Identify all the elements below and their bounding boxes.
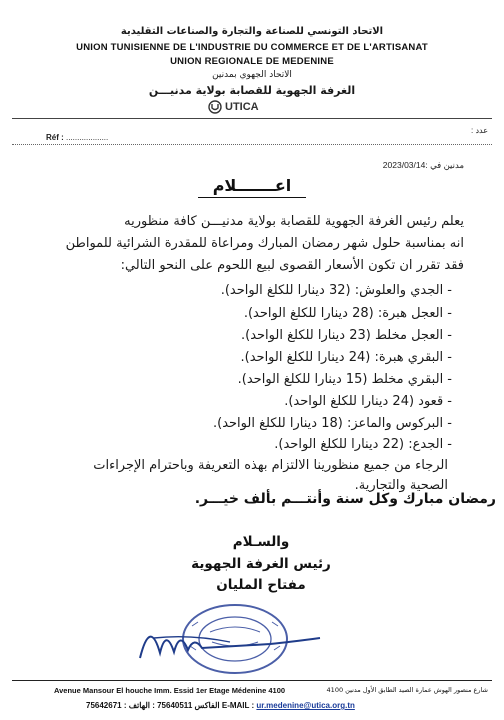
- header-french-union: UNION TUNISIENNE DE L'INDUSTRIE DU COMMERCE ET DE L'ARTISANAT: [76, 42, 428, 53]
- utica-logo: [208, 100, 259, 114]
- footer-contact: [86, 701, 355, 710]
- footer-address-french: Avenue Mansour El houche Imm. Essid 1er Etage Médenine 4100: [54, 686, 286, 695]
- price-item: - الجدي والعلوش: (32 دينارا للكلغ الواحد).: [220, 283, 452, 298]
- signature-role: رئيس الغرفة الجهوية: [191, 556, 331, 572]
- arabic-number-label: عدد :: [471, 126, 488, 135]
- header-divider: [12, 118, 492, 119]
- reference-label: Réf :: [46, 133, 64, 142]
- footer-divider: [12, 680, 492, 681]
- ramadan-greeting: رمضان مبارك وكل سنة وأنتـــم بألف خيـــر.: [194, 491, 496, 507]
- utica-logo-icon: [208, 100, 222, 114]
- signature-salam: والسـلام: [232, 534, 290, 550]
- price-item: - البقري هبرة: (24 دينارا للكلغ الواحد).: [240, 350, 452, 365]
- price-item: - الجدع: (22 دينارا للكلغ الواحد).: [274, 437, 452, 452]
- closing-line-2: الصحية والتجارية.: [354, 478, 448, 493]
- header-arabic-chamber: الغرفة الجهوية للقصابة بولاية مدنيـــن: [148, 84, 356, 97]
- document-title: اعـــــــلام: [212, 176, 292, 195]
- footer-email-link[interactable]: ur.medenine@utica.org.tn: [256, 701, 355, 710]
- header-arabic-region: الاتحاد الجهوي بمدنين: [212, 70, 292, 80]
- price-item: - قعود (24 دينارا للكلغ الواحد).: [284, 394, 452, 409]
- intro-line-2: انه بمناسبة حلول شهر رمضان المبارك ومراعاة للمقدرة الشرائية للمواطن: [65, 236, 464, 251]
- intro-line-3: فقد تقرر ان تكون الأسعار القصوى لبيع اللحوم على النحو التالي:: [120, 258, 464, 273]
- price-item: - البركوس والماعز: (18 دينارا للكلغ الواحد).: [212, 416, 452, 431]
- closing-line-1: الرجاء من جميع منظورينا الالتزام بهذه التعريفة وباحترام الإجراءات: [93, 458, 448, 473]
- handwritten-signature: [130, 608, 330, 668]
- document-date: مدنين في :2023/03/14: [382, 160, 464, 170]
- footer-phone-fax: 75642671 : الفاكس 75640511 : الهاتف E-MAIL :: [86, 701, 255, 710]
- price-item: - العجل مخلط (23 دينارا للكلغ الواحد).: [240, 328, 452, 343]
- title-underline: [198, 197, 306, 198]
- price-item: - البقري مخلط (15 دينارا للكلغ الواحد).: [237, 372, 452, 387]
- reference-dots: ...................: [66, 133, 109, 142]
- intro-line-1: يعلم رئيس الغرفة الجهوية للقصابة بولاية مدنيـــن كافة منظوريه: [124, 214, 464, 229]
- reference-divider: [12, 144, 492, 145]
- header-french-region: UNION REGIONALE DE MEDENINE: [170, 56, 334, 67]
- footer-address-arabic: شارع منصور الهوش عمارة الصيد الطابق الأول مدنين 4100: [326, 686, 488, 694]
- signature-name: مفتاح المليان: [216, 577, 306, 593]
- reference-field: [46, 133, 108, 142]
- utica-logo-text: UTICA: [225, 101, 259, 113]
- price-item: - العجل هبرة: (28 دينارا للكلغ الواحد).: [243, 306, 452, 321]
- header-arabic-union: الاتحاد التونسي للصناعة والتجارة والصناعات التقليدية: [120, 26, 384, 37]
